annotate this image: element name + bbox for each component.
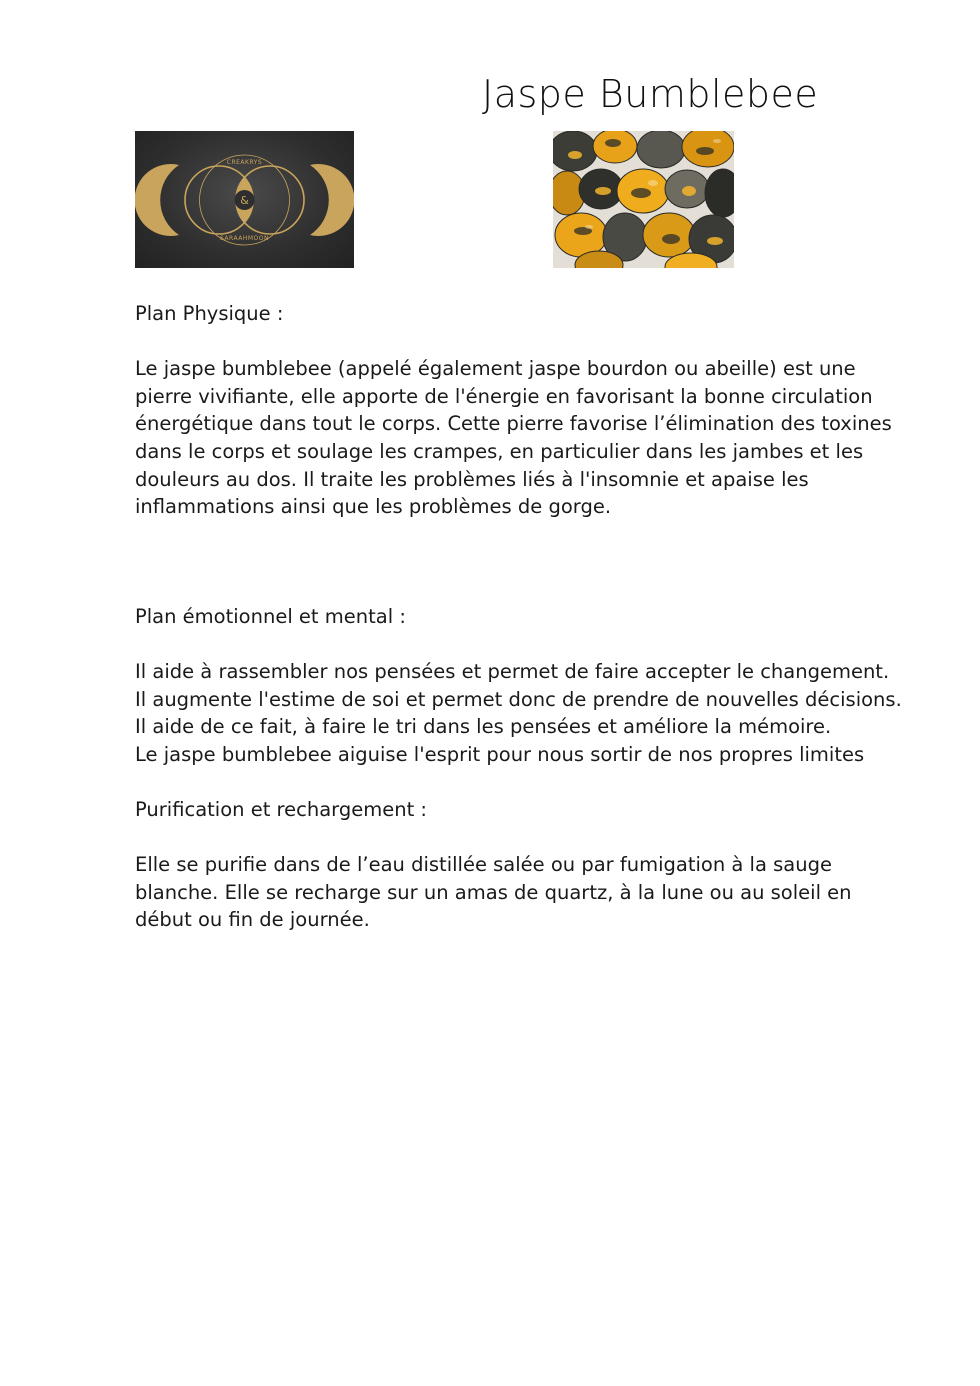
brand-logo <box>135 131 354 268</box>
emotional-text-3: Le jaspe bumblebee aiguise l'esprit pour nous sortir de nos propres limites <box>135 742 865 766</box>
physical-heading: Plan Physique : <box>135 302 284 325</box>
purification-heading: Purification et rechargement : <box>135 797 427 821</box>
main-content <box>135 300 905 934</box>
logo-bottom-text: SARAAHMOON <box>220 235 269 242</box>
bumblebee-jasper-photo <box>553 131 734 268</box>
logo-ampersand: & <box>240 194 249 207</box>
purification-text: Elle se purifie dans de l’eau distillée salée ou par fumigation à la sauge blanche. Elle se recharge sur un amas de quartz, à la lune ou au soleil en début ou fin de journée. <box>135 853 852 932</box>
physical-text: Le jaspe bumblebee (appelé également jaspe bourdon ou abeille) est une pierre vivifiante, elle apporte de l'énergie en favorisant la bonne circulation énergétique dans tout le corps. Cette pierre favorise l’élimination des toxines dans le corps et soulage les crampes, en particulier dans les jambes et les douleurs au dos. Il traite les problèmes liés à l'insomnie et apaise les inflammations ainsi que les problèmes de gorge. <box>135 357 892 519</box>
logo-top-text: CREAKRYS <box>226 159 263 166</box>
emotional-heading: Plan émotionnel et mental : <box>135 604 406 628</box>
page-title: Jaspe Bumblebee <box>482 72 819 116</box>
emotional-text-2: Il aide de ce fait, à faire le tri dans les pensées et améliore la mémoire. <box>135 715 832 739</box>
emotional-text-1: Il aide à rassembler nos pensées et permet de faire accepter le changement. Il augmente l'estime de soi et permet donc de prendre de nouvelles décisions. <box>135 659 902 711</box>
